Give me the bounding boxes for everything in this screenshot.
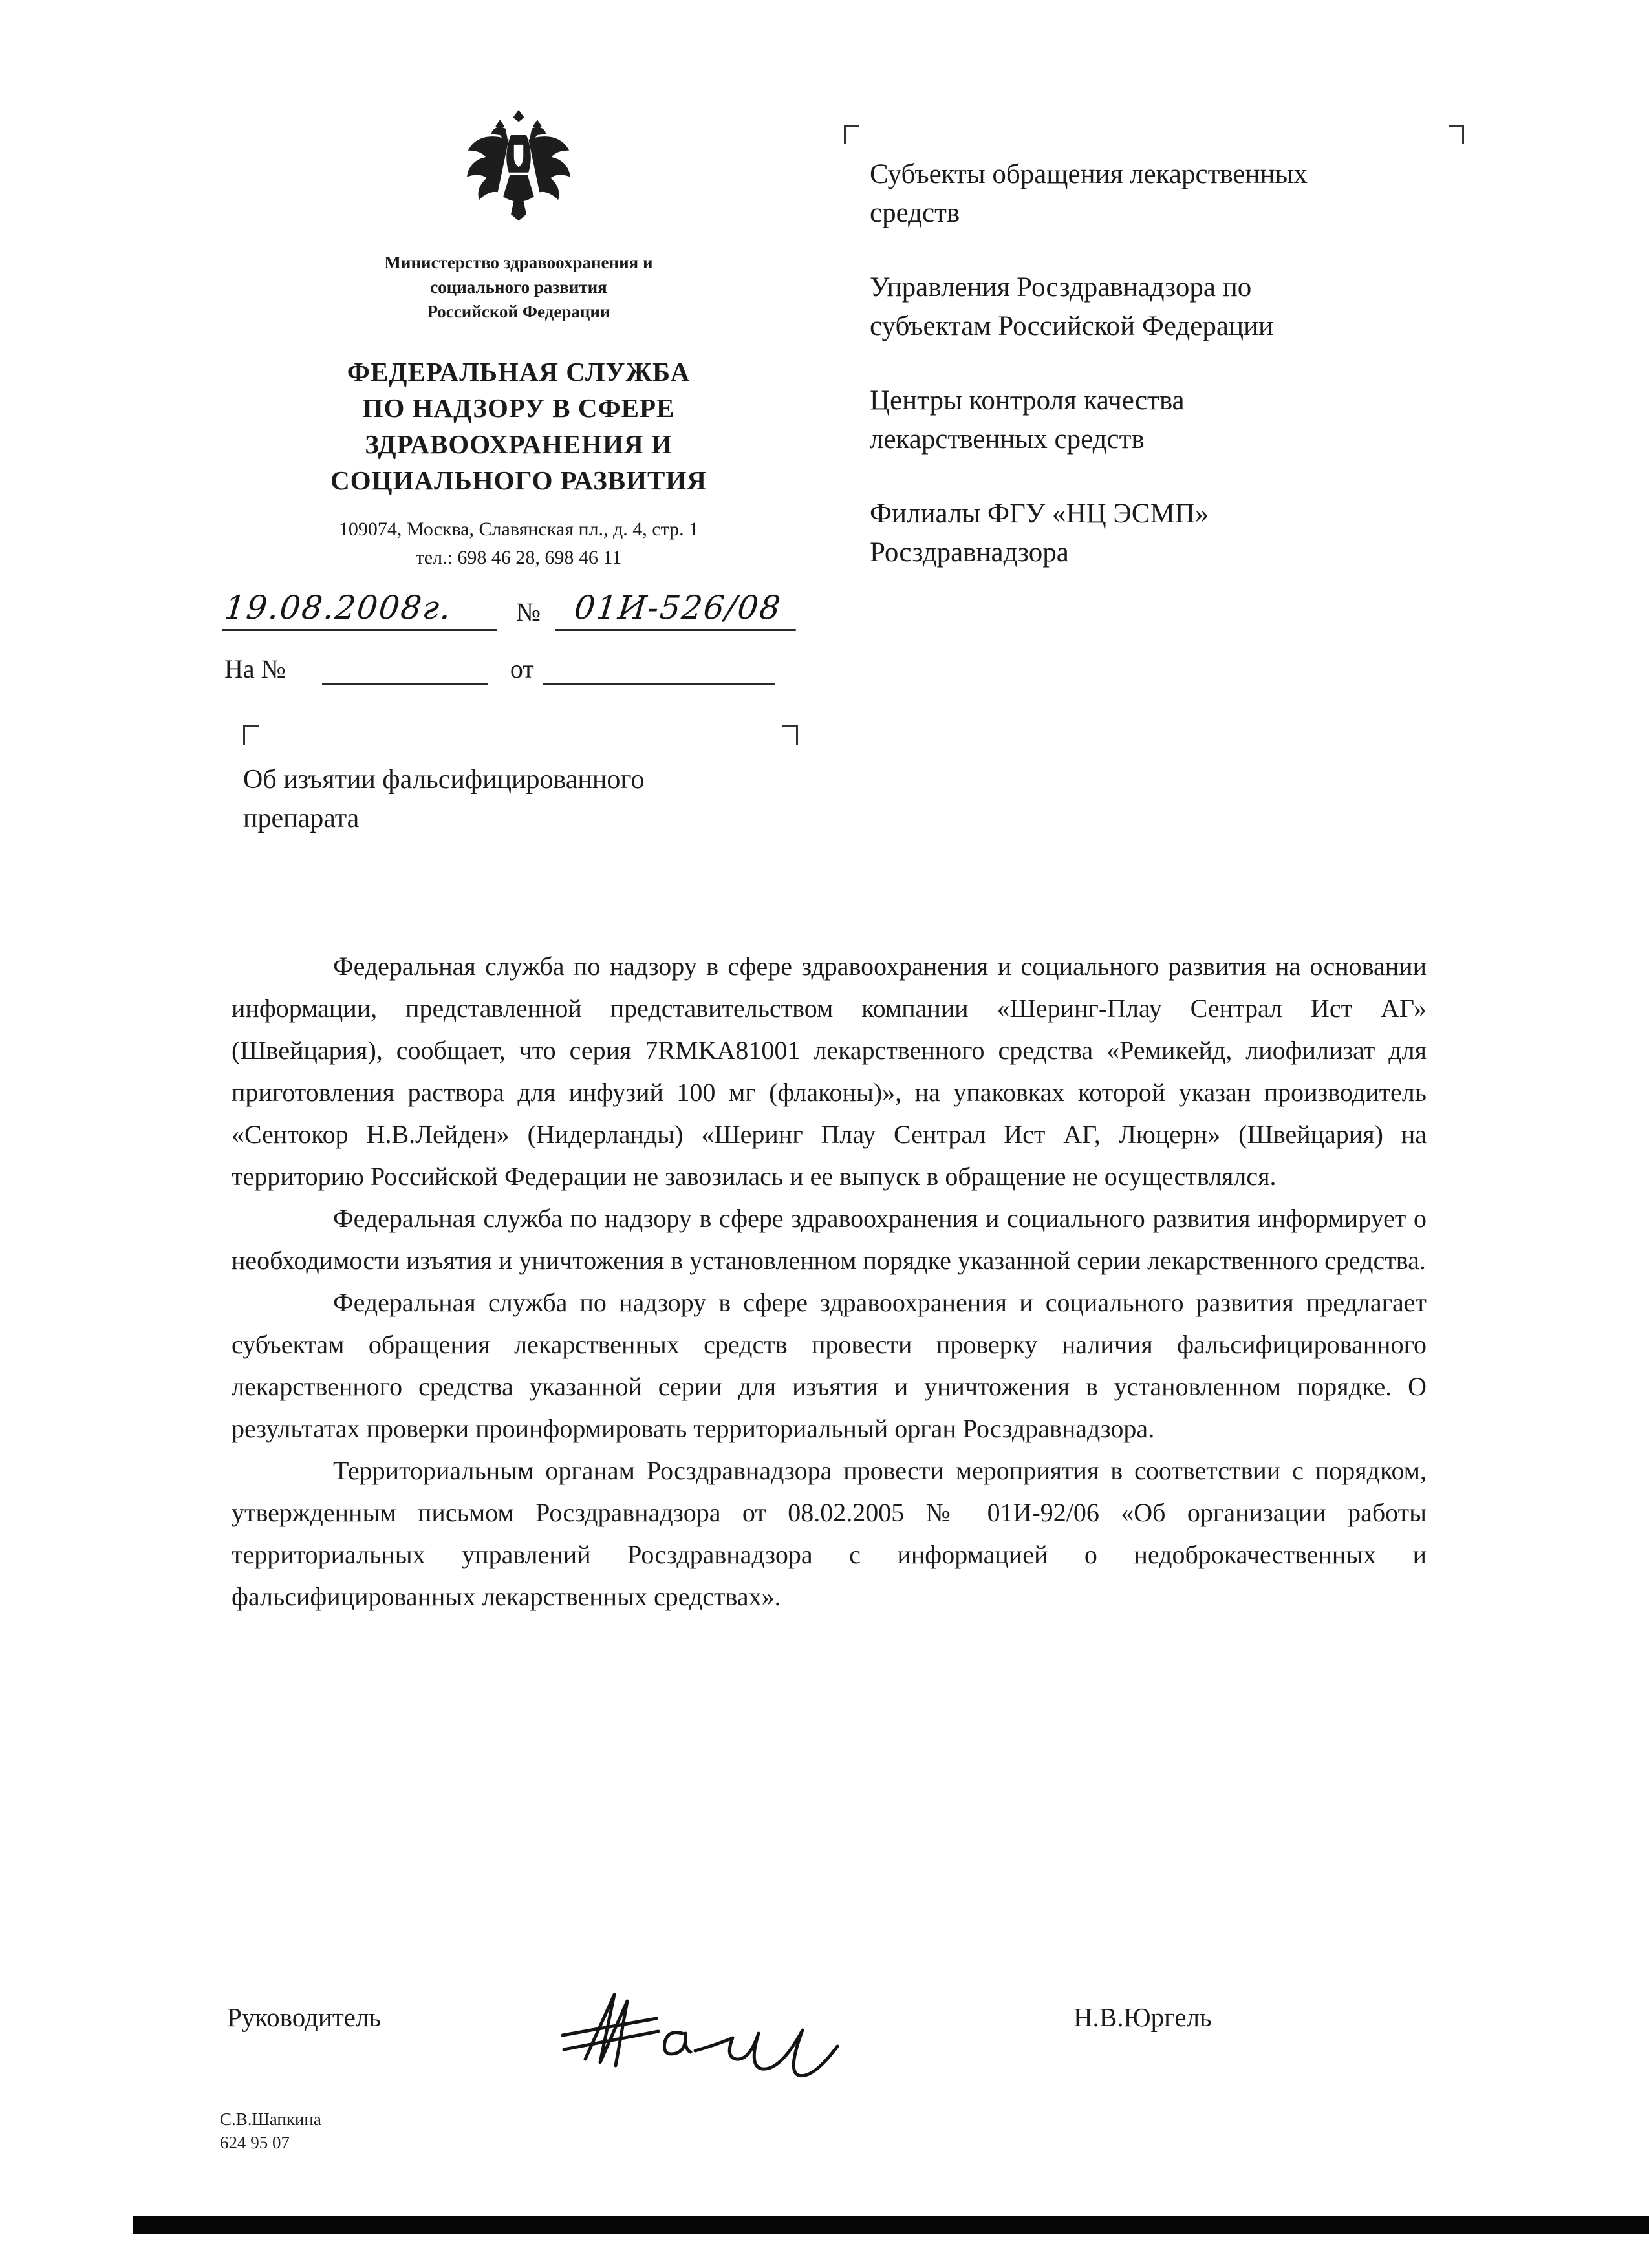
recipient-line: средств <box>870 198 960 228</box>
ref-ot-label: от <box>510 654 534 683</box>
recipient-corner-mark-left <box>844 125 859 144</box>
ministry-line: Российской Федерации <box>427 302 610 321</box>
recipient-line: Филиалы ФГУ «НЦ ЭСМП» <box>870 498 1209 529</box>
handwritten-outgoing-number: 01И-526/08 <box>555 589 801 631</box>
address-line: 109074, Москва, Славянская пл., д. 4, стр. 1 <box>338 519 699 540</box>
executor-block <box>220 2108 321 2154</box>
scan-artifact-bar <box>133 2216 1649 2234</box>
recipients-block <box>870 155 1484 608</box>
recipient-line: Росздравнадзора <box>870 537 1069 568</box>
recipient-line: лекарственных средств <box>870 424 1145 455</box>
ref-number-blank <box>322 659 488 685</box>
recipient <box>870 268 1484 346</box>
signer-name: Н.В.Юргель <box>1073 2002 1212 2032</box>
ref-date-blank <box>543 659 775 685</box>
subject-corner-mark-left <box>243 725 259 745</box>
service-line: ПО НАДЗОРУ В СФЕРЕ <box>362 393 675 423</box>
subject-line: Об изъятии фальсифицированного <box>243 765 645 795</box>
body-paragraph: Федеральная служба по надзору в сфере здравоохранения и социального развития на основании информации, представленной представительством компании «Шеринг-Плау Сентрал Ист АГ» (Швейцария), сообщает, что серия 7RMKA81001 лекарственного средства «Ремикейд, лиофилизат для приготовления раствора для инфузий 100 мг (флаконы)», на упаковках которой указан производитель «Сентокор Н.В.Лейден» (Нидерланды) «Шеринг Плау Сентрал Ист АГ, Люцерн» (Швейцария) на территорию Российской Федерации не завозилась и ее выпуск в обращение не осуществлялся. <box>232 952 1427 1191</box>
service-name <box>224 354 813 498</box>
service-line: ЗДРАВООХРАНЕНИЯ И <box>365 429 673 459</box>
body-paragraph: Федеральная служба по надзору в сфере здравоохранения и социального развития предлагает субъектам обращения лекарственных средств провести проверку наличия фальсифицированного лекарственного средства указанной серии для изъятия и уничтожения в установленном порядке. О результатах проверки проинформировать территориальный орган Росздравнадзора. <box>232 1288 1427 1443</box>
letterhead <box>224 103 813 572</box>
ministry-line: Министерство здравоохранения и <box>384 253 653 272</box>
subject-corner-mark-right <box>782 725 798 745</box>
reference-line <box>224 652 813 685</box>
coat-of-arms-icon <box>464 103 574 236</box>
phone-line: тел.: 698 46 28, 698 46 11 <box>415 547 622 568</box>
executor-name: С.В.Шапкина <box>220 2110 321 2129</box>
body-paragraph: Федеральная служба по надзору в сфере здравоохранения и социального развития информирует о необходимости изъятия и уничтожения в установленном порядке указанной серии лекарственного средства. <box>232 1204 1427 1275</box>
recipient-line: Управления Росздравнадзора по <box>870 272 1252 303</box>
letterhead-address <box>224 515 813 572</box>
ministry-line: социального развития <box>430 277 607 297</box>
recipient-line: Центры контроля качества <box>870 385 1185 416</box>
ministry-name <box>224 250 813 324</box>
subject-block <box>243 760 812 838</box>
executor-phone: 624 95 07 <box>220 2133 290 2152</box>
service-line: ФЕДЕРАЛЬНАЯ СЛУЖБА <box>347 357 691 387</box>
recipient <box>870 155 1484 233</box>
letter-body <box>232 945 1427 1618</box>
date-number-line <box>224 582 813 631</box>
recipient-line: Субъекты обращения лекарственных <box>870 159 1308 189</box>
recipient <box>870 381 1484 459</box>
handwritten-date: 19.08.2008г. <box>222 589 502 631</box>
body-paragraph: Территориальным органам Росздравнадзора провести мероприятия в соответствии с порядком, утвержденным письмом Росздравнадзора от 08.02.2005 № 01И-92/06 «Об организации работы территориальных управлений Росздравнадзора с информацией о недоброкачественных и фальсифицированных лекарственных средствах». <box>232 1456 1427 1611</box>
handwritten-signature <box>550 1972 847 2095</box>
subject-line: препарата <box>243 804 360 833</box>
signer-title: Руководитель <box>227 2002 382 2032</box>
service-line: СОЦИАЛЬНОГО РАЗВИТИЯ <box>330 465 707 495</box>
recipient-line: субъектам Российской Федерации <box>870 311 1274 341</box>
number-sign: № <box>515 597 541 626</box>
recipient <box>870 495 1484 572</box>
ref-na-label: На № <box>224 654 286 683</box>
recipient-corner-mark-right <box>1449 125 1464 144</box>
